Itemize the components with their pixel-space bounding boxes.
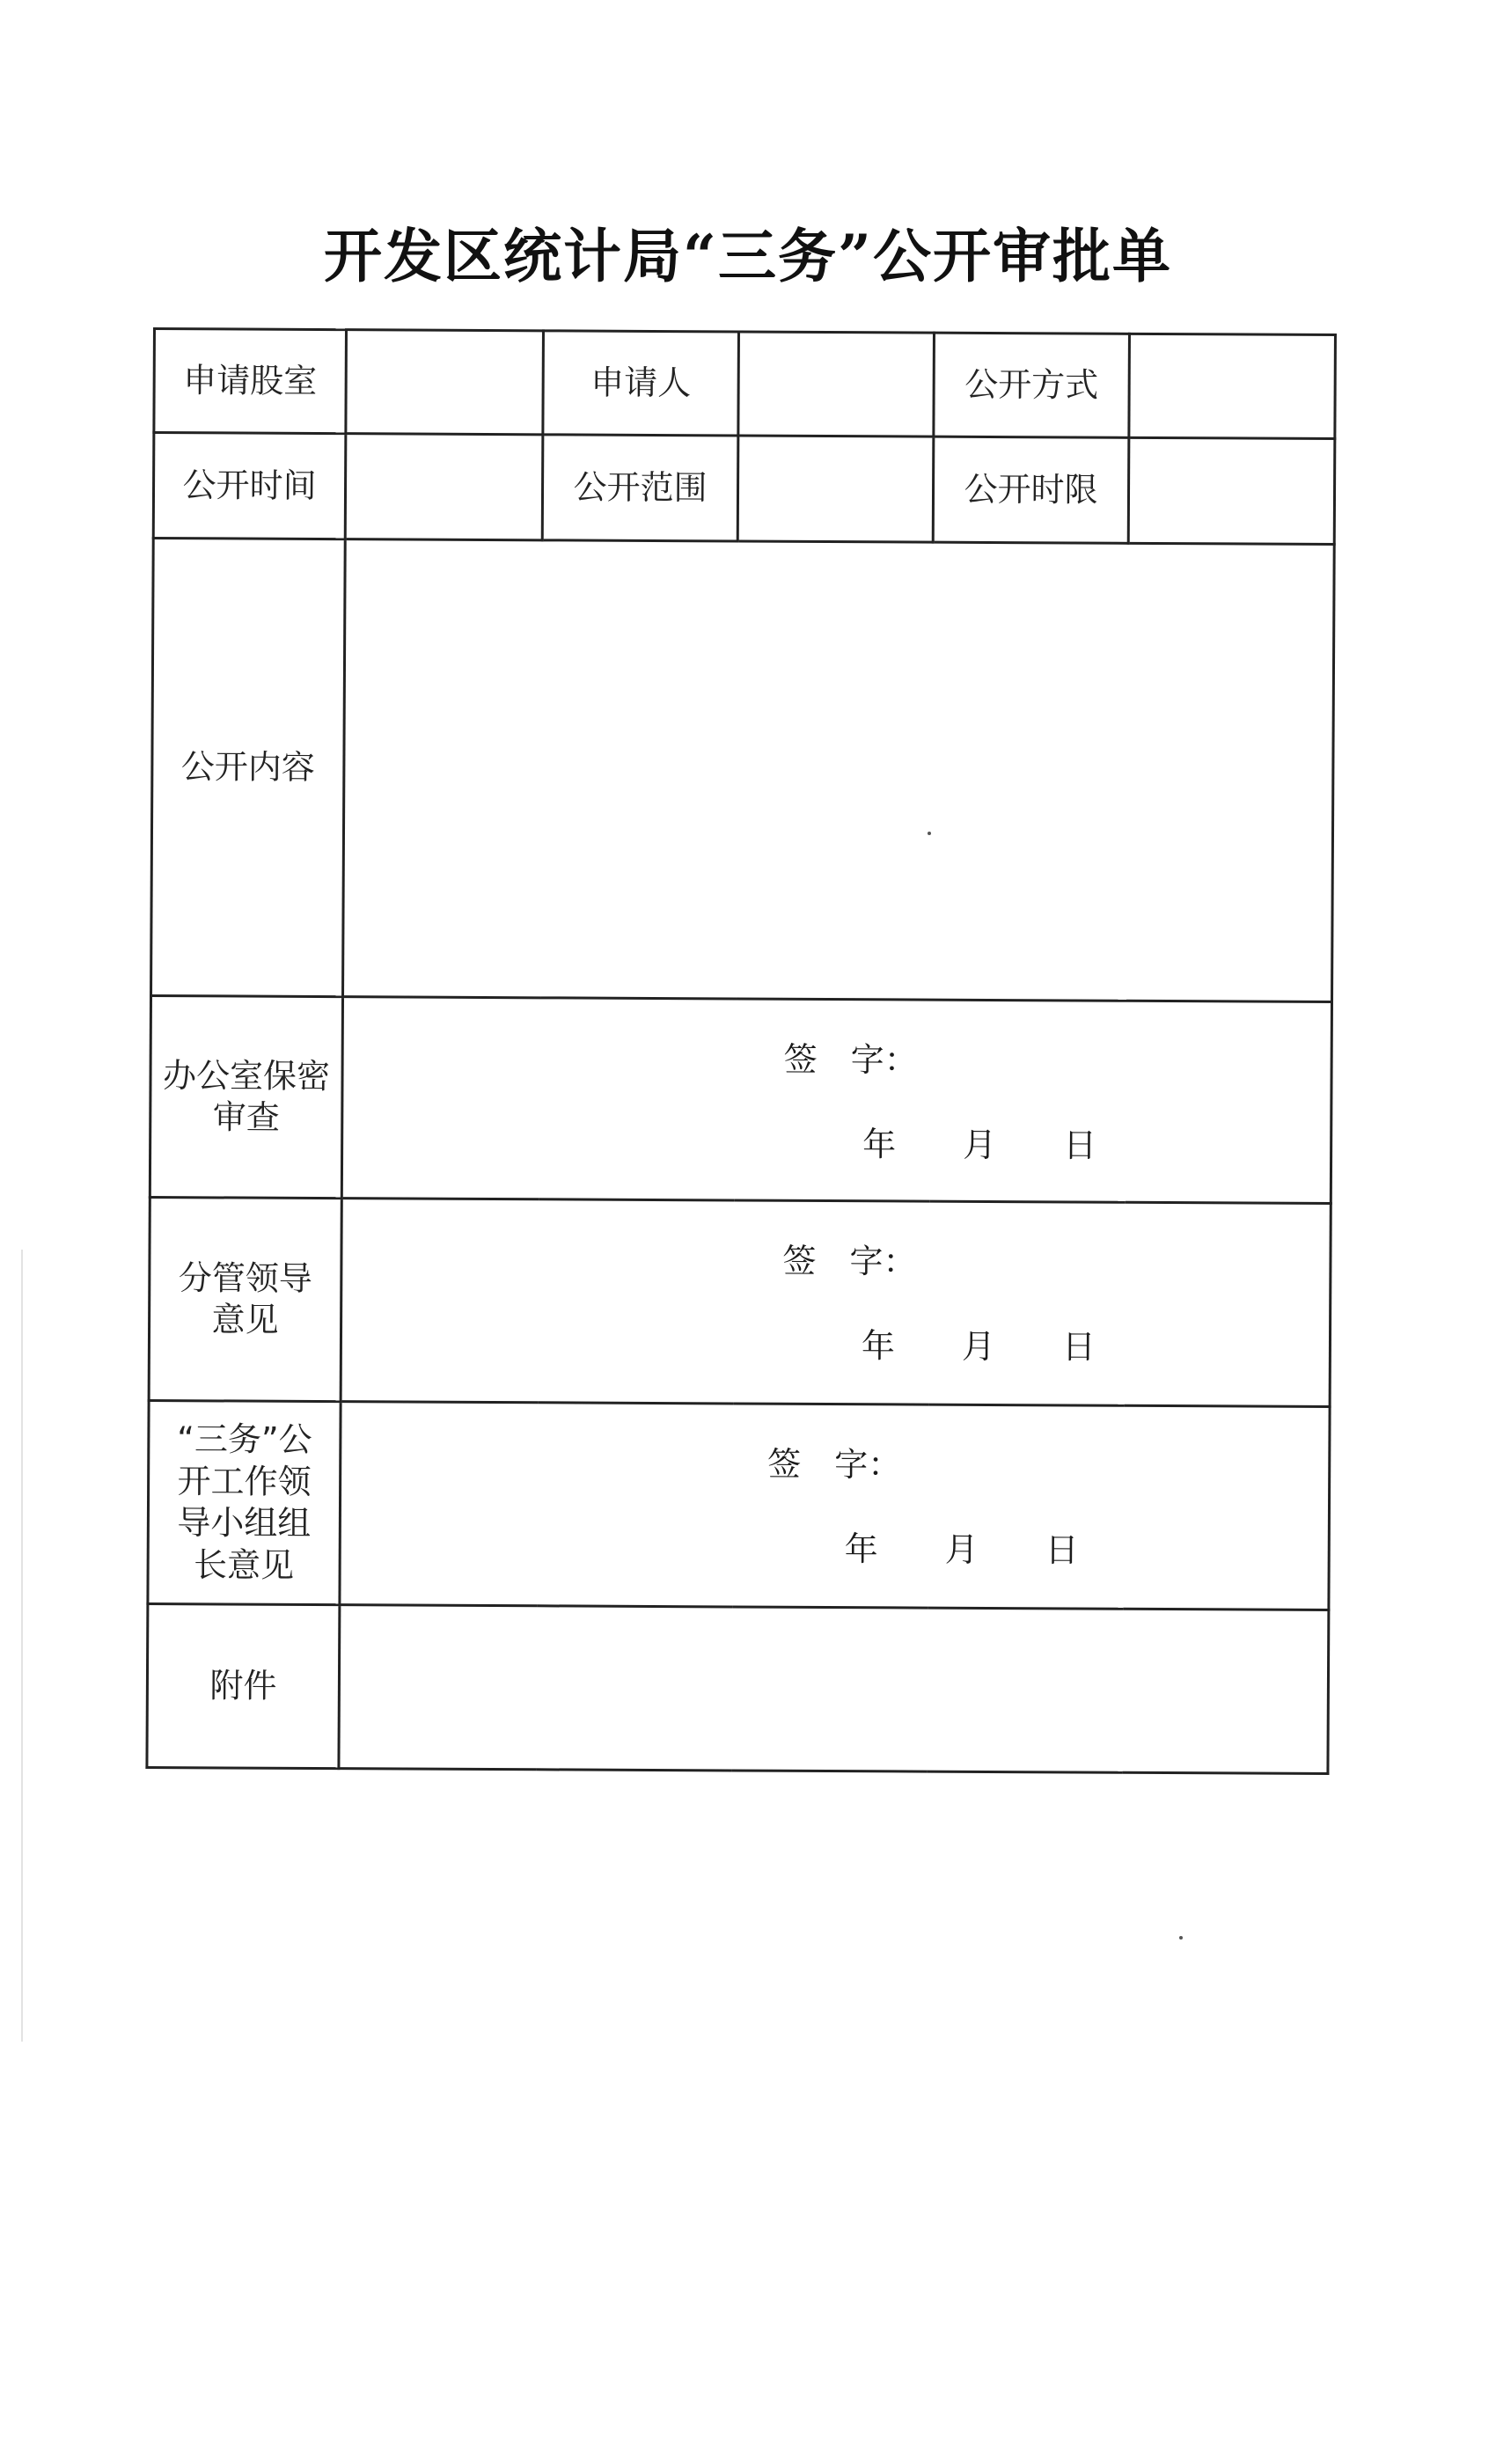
office-review-sign: 签 字： — [783, 1039, 918, 1080]
group-leader-sign: 签 字： — [767, 1444, 902, 1485]
attachment-label: 附件 — [147, 1603, 340, 1768]
limit-label: 公开时限 — [933, 436, 1129, 543]
form-row-content — [151, 539, 1335, 1002]
group-leader-date: 年 月 日 — [844, 1529, 1079, 1570]
office-review-sign-line — [344, 1037, 1331, 1080]
group-leader-sign-line — [341, 1441, 1328, 1485]
time-field[interactable] — [345, 434, 543, 540]
dept-field[interactable] — [346, 330, 544, 435]
scope-label: 公开范围 — [542, 435, 738, 541]
page-title: 开发区统计局“三务”公开审批单 — [324, 222, 1172, 290]
dept-label: 申请股室 — [154, 329, 347, 434]
office-review-label: 办公室保密审查 — [150, 995, 342, 1198]
scan-speck — [928, 832, 931, 835]
time-label: 公开时间 — [153, 433, 346, 539]
form-row-time — [153, 433, 1335, 545]
leader-opinion-label: 分管领导意见 — [149, 1197, 341, 1401]
scan-speck — [1179, 1936, 1183, 1940]
group-leader-date-line — [341, 1526, 1328, 1570]
content-label: 公开内容 — [151, 539, 346, 997]
group-leader-opinion-field[interactable] — [340, 1402, 1330, 1610]
group-leader-opinion-label: “三务”公开工作领导小组组长意见 — [148, 1400, 341, 1604]
applicant-field[interactable] — [738, 332, 935, 436]
approval-form — [145, 327, 1337, 1775]
scan-edge — [21, 1250, 23, 2042]
form-row-attachment — [147, 1603, 1329, 1773]
office-review-date: 年 月 日 — [862, 1125, 1097, 1165]
leader-opinion-field[interactable] — [341, 1199, 1331, 1407]
limit-field[interactable] — [1128, 437, 1335, 544]
leader-opinion-sign: 签 字： — [782, 1241, 917, 1281]
leader-opinion-sign-line — [343, 1238, 1330, 1281]
office-review-date-line — [343, 1121, 1330, 1165]
method-field[interactable] — [1129, 334, 1336, 438]
content-field[interactable] — [343, 539, 1335, 1002]
method-label: 公开方式 — [934, 333, 1130, 437]
form-row-office-review — [150, 995, 1331, 1203]
form-row-applicant — [154, 329, 1336, 439]
leader-opinion-date-line — [342, 1323, 1329, 1367]
attachment-field[interactable] — [339, 1605, 1329, 1774]
applicant-label: 申请人 — [543, 331, 739, 436]
form-row-group-leader-opinion — [148, 1400, 1330, 1610]
form-row-leader-opinion — [149, 1197, 1331, 1406]
office-review-field[interactable] — [341, 997, 1331, 1204]
leader-opinion-date: 年 月 日 — [861, 1326, 1096, 1367]
scope-field[interactable] — [737, 436, 934, 542]
